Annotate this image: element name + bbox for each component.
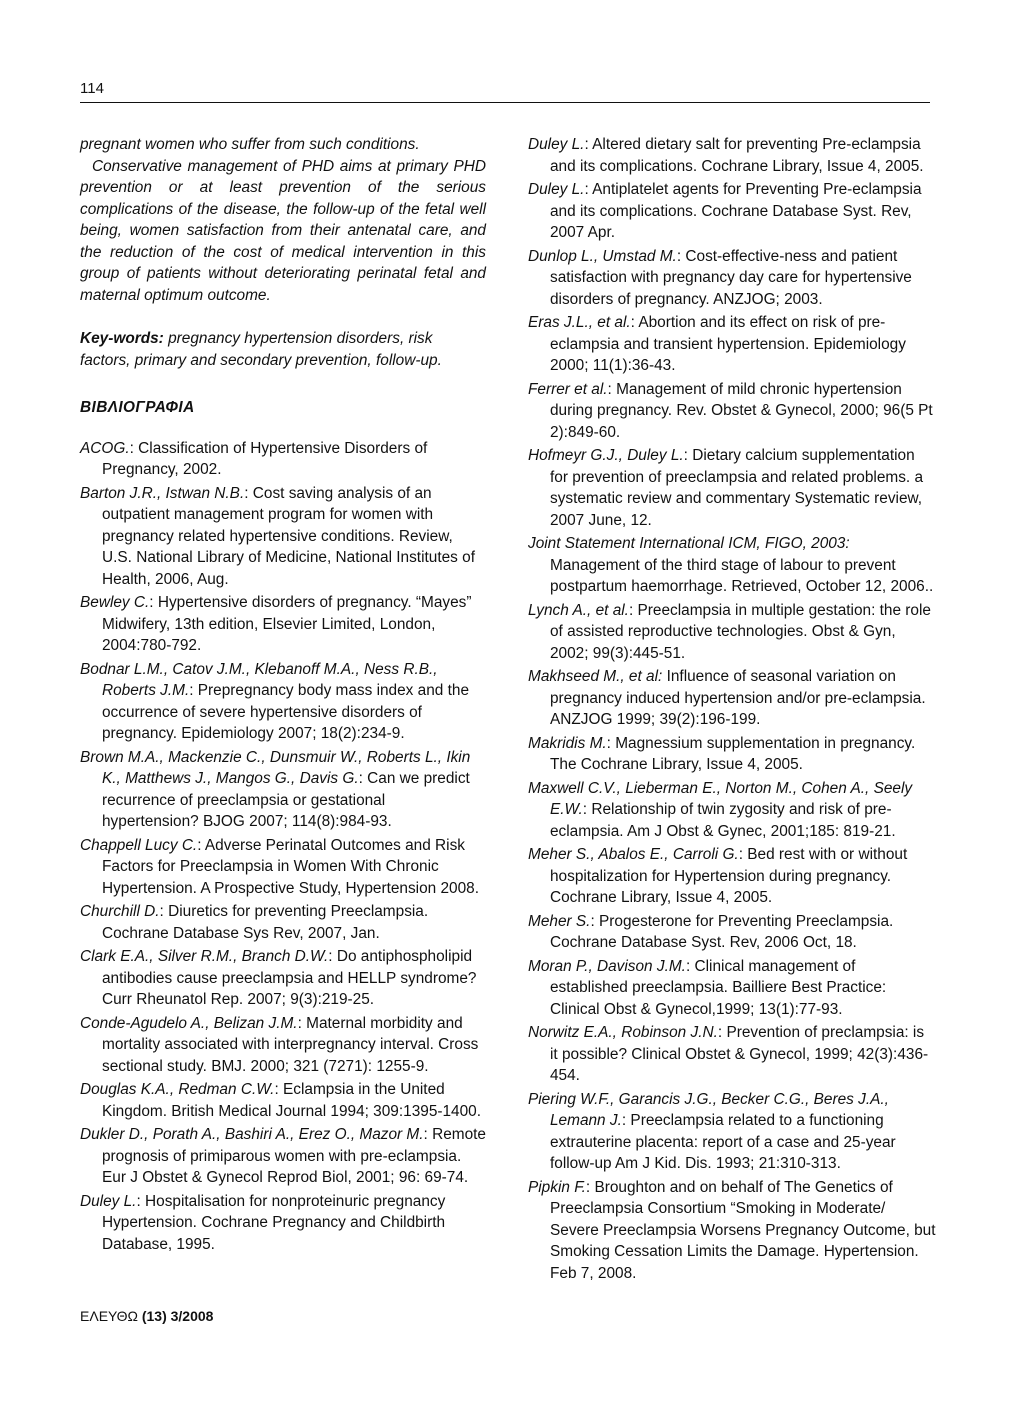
reference-authors: Chappell Lucy C.: [80, 836, 198, 854]
footer-issue: (13) 3/2008: [141, 1308, 214, 1324]
reference-entry: [528, 733, 936, 776]
reference-entry: [528, 844, 936, 909]
reference-authors: Pipkin F.: [528, 1178, 586, 1196]
reference-text: : Cost-effective-ness and patient satisfaction with pregnancy day care for hypertensive disorders of pregnancy. ANZJOG; 2003.: [550, 247, 912, 308]
reference-entry: [80, 483, 486, 591]
reference-text: : Abortion and its effect on risk of pre-eclampsia and transient hypertension. Epidemiology 2000; 11(1):36-43.: [550, 314, 906, 374]
reference-text: Management of the third stage of labour to prevent postpartum haemorrhage. Retrieved, October 12, 2006..: [550, 556, 934, 595]
reference-entry: [528, 911, 936, 954]
reference-text: : Dietary calcium supplementation for prevention of preeclampsia and related problems. a systematic review and commentary Systematic review, 2007 June, 12.: [550, 447, 924, 529]
right-column: [528, 134, 936, 1286]
reference-authors: Duley L.: [528, 181, 585, 198]
reference-list-left: [80, 438, 486, 1256]
reference-entry: [80, 747, 486, 833]
reference-entry: [80, 1079, 486, 1122]
reference-text: : Preeclampsia in multiple gestation: the role of assisted reproductive technologies. Obst & Gyn, 2002; 99(3):445-51.: [550, 601, 931, 662]
reference-entry: [528, 1022, 936, 1087]
reference-entry: [80, 1191, 486, 1256]
page-number: 114: [80, 80, 104, 97]
keywords: [80, 328, 486, 371]
reference-authors: Bewley C.: [80, 594, 150, 611]
reference-authors: Barton J.R., Istwan N.B.: [80, 484, 245, 502]
bibliography-heading: ΒΙΒΛΙΟΓΡΑΦΙΑ: [80, 399, 195, 416]
reference-entry: [528, 1177, 936, 1285]
reference-entry: [80, 835, 486, 900]
reference-authors: Churchill D.: [80, 903, 160, 920]
reference-text: : Prevention of preclampsia: is it possible? Clinical Obstet & Gynecol, 1999; 42(3):436-454.: [550, 1024, 929, 1084]
reference-authors: Dukler D., Porath A., Bashiri A., Erez O., Mazor M.: [80, 1126, 424, 1143]
reference-authors: Joint Statement International ICM, FIGO, 2003:: [528, 535, 850, 552]
reference-text: : Preeclampsia related to a functioning extrauterine placenta: report of a case and 25-year follow-up Am J Kid. Dis. 1993; 21:310-313.: [550, 1112, 896, 1172]
reference-text: : Bed rest with or without hospitalization for Hypertension during pregnancy. Cochrane Library, Issue 4, 2005.: [550, 846, 908, 906]
reference-text: Influence of seasonal variation on pregnancy induced hypertension and/or pre-eclampsia. ANZJOG 1999; 39(2):196-199.: [550, 668, 926, 728]
reference-authors: Lynch A., et al.: [528, 601, 629, 619]
reference-authors: Eras J.L., et al.: [528, 314, 631, 331]
reference-authors: Conde-Agudelo A., Belizan J.M.: [80, 1014, 298, 1032]
reference-text: : Classification of Hypertensive Disorders of Pregnancy, 2002.: [102, 439, 428, 478]
keywords-label: Key-words:: [80, 330, 164, 347]
reference-entry: [528, 666, 936, 731]
reference-entry: [528, 246, 936, 311]
reference-entry: [528, 134, 936, 177]
reference-entry: [80, 1124, 486, 1189]
reference-text: : Hypertensive disorders of pregnancy. “Mayes” Midwifery, 13th edition, Elsevier Limited, London, 2004:780-792.: [102, 594, 472, 654]
reference-authors: Brown M.A., Mackenzie C., Dunsmuir W., Roberts L., Ikin K., Matthews J., Mangos G., Davis G.: [80, 748, 471, 787]
reference-entry: [528, 956, 936, 1021]
abstract-paragraph: Conservative management of PHD aims at primary PHD prevention or at least prevention of the serious complications of the disease, the follow-up of the fetal well being, women satisfaction from their antenatal care, and the reduction of the cost of medical intervention in this group of patients without deteriorating perinatal fetal and maternal optimum outcome.: [80, 157, 486, 304]
keywords-text: pregnancy hypertension disorders, risk factors, primary and secondary prevention, follow-up.: [80, 330, 442, 369]
reference-authors: Dunlop L., Umstad M.: [528, 247, 677, 265]
reference-entry: [528, 1089, 936, 1175]
reference-entry: [528, 445, 936, 531]
reference-authors: ACOG.: [80, 439, 130, 457]
reference-authors: Moran P., Davison J.M.: [528, 957, 686, 975]
reference-entry: [528, 379, 936, 444]
reference-text: : Broughton and on behalf of The Genetics of Preeclampsia Consortium “Smoking in Moderate/ Severe Preeclampsia Worsens Pregnancy Outcome, but Smoking Cessation Limits the Damage. Hypertension. Feb 7, 2008.: [550, 1178, 936, 1282]
reference-text: : Altered dietary salt for preventing Pre-eclampsia and its complications. Cochrane Library, Issue 4, 2005.: [550, 136, 924, 175]
reference-entry: [80, 438, 486, 481]
reference-entry: [528, 600, 936, 665]
reference-entry: [528, 312, 936, 377]
reference-entry: [528, 778, 936, 843]
reference-authors: Maxwell C.V., Lieberman E., Norton M., Cohen A., Seely E.W.: [528, 779, 913, 818]
reference-authors: Ferrer et al.: [528, 380, 608, 398]
reference-text: : Diuretics for preventing Preeclampsia. Cochrane Database Sys Rev, 2007, Jan.: [102, 903, 429, 942]
reference-entry: [528, 533, 936, 598]
left-column: [80, 134, 486, 1257]
reference-text: : Antiplatelet agents for Preventing Pre-eclampsia and its complications. Cochrane Database Syst. Rev, 2007 Apr.: [550, 181, 922, 241]
reference-text: : Hospitalisation for nonproteinuric pregnancy Hypertension. Cochrane Pregnancy and Childbirth Database, 1995.: [102, 1192, 446, 1253]
reference-text: : Magnessium supplementation in pregnancy. The Cochrane Library, Issue 4, 2005.: [550, 734, 916, 773]
reference-text: : Progesterone for Preventing Preeclampsia. Cochrane Database Syst. Rev, 2006 Oct, 18.: [550, 912, 894, 951]
reference-authors: Meher S., Abalos E., Carroli G.: [528, 846, 739, 863]
page-footer: [80, 1307, 213, 1325]
reference-list-right: [528, 134, 936, 1284]
reference-authors: Bodnar L.M., Catov J.M., Klebanoff M.A., Ness R.B., Roberts J.M.: [80, 660, 438, 699]
reference-text: : Remote prognosis of primiparous women with pre-eclampsia. Eur J Obstet & Gynecol Reprod Biol, 2001; 96: 69-74.: [102, 1126, 486, 1186]
reference-authors: Duley L.: [80, 1192, 137, 1210]
reference-text: : Prepregnancy body mass index and the occurrence of severe hypertensive disorders of pregnancy. Epidemiology 2007; 18(2):234-9.: [102, 682, 470, 742]
page-header: [80, 80, 930, 103]
reference-text: : Cost saving analysis of an outpatient management program for women with pregnancy related hypertensive conditions. Review, U.S. National Library of Medicine, National Institutes of Health, 2006, Aug.: [102, 484, 475, 588]
reference-authors: Norwitz E.A., Robinson J.N.: [528, 1024, 718, 1041]
reference-entry: [80, 1013, 486, 1078]
reference-authors: Hofmeyr G.J., Duley L.: [528, 447, 684, 464]
reference-entry: [528, 179, 936, 244]
reference-text: : Clinical management of established preeclampsia. Bailliere Best Practice: Clinical Obst & Gynecol,1999; 13(1):77-93.: [550, 957, 887, 1018]
reference-authors: Makridis M.: [528, 734, 607, 752]
reference-text: : Maternal morbidity and mortality associated with interpregnancy interval. Cross sectional study. BMJ. 2000; 321 (7271): 1255-9.: [102, 1014, 479, 1075]
reference-text: : Management of mild chronic hypertension during pregnancy. Rev. Obstet & Gynecol, 2000; 96(5 Pt 2):849-60.: [550, 380, 933, 441]
footer-journal: ΕΛΕΥΘΩ: [80, 1308, 138, 1324]
reference-text: : Relationship of twin zygosity and risk of pre-eclampsia. Am J Obst & Gynec, 2001;185: 819-21.: [550, 801, 896, 840]
reference-entry: [80, 901, 486, 944]
reference-text: : Do antiphospholipid antibodies cause preeclampsia and HELLP syndrome? Curr Rheunatol Rep. 2007; 9(3):219-25.: [102, 948, 477, 1008]
reference-authors: Duley L.: [528, 136, 585, 153]
reference-text: : Adverse Perinatal Outcomes and Risk Factors for Preeclampsia in Women With Chronic Hypertension. A Prospective Study, Hypertension 2008.: [102, 836, 480, 897]
reference-authors: Clark E.A., Silver R.M., Branch D.W.: [80, 948, 329, 965]
reference-authors: Piering W.F., Garancis J.G., Becker C.G., Beres J.A., Lemann J.: [528, 1090, 889, 1129]
reference-authors: Makhseed M., et al:: [528, 668, 663, 685]
reference-authors: Douglas K.A., Redman C.W.: [80, 1081, 275, 1098]
reference-entry: [80, 592, 486, 657]
reference-text: : Can we predict recurrence of preeclampsia or gestational hypertension? BJOG 2007; 114(8):984-93.: [102, 770, 470, 830]
abstract-paragraph: pregnant women who suffer from such conditions.: [80, 136, 420, 153]
reference-authors: Meher S.: [528, 912, 591, 930]
reference-entry: [80, 659, 486, 745]
reference-text: : Eclampsia in the United Kingdom. British Medical Journal 1994; 309:1395-1400.: [102, 1081, 482, 1120]
reference-entry: [80, 946, 486, 1011]
